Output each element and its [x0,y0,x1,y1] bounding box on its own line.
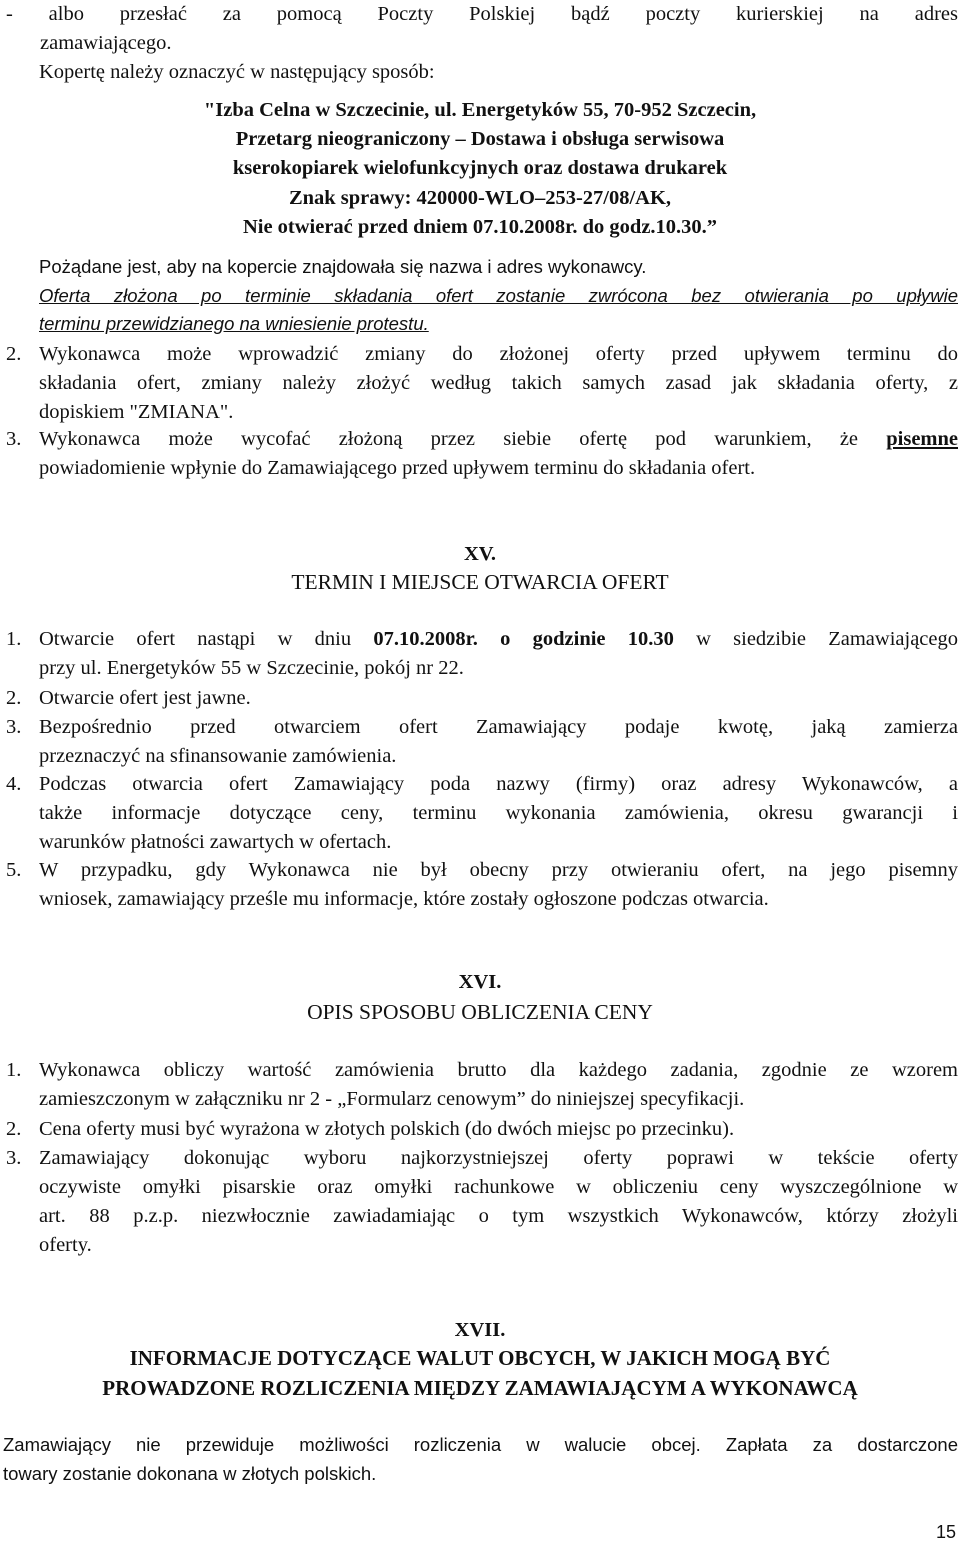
list-number: 3. [6,428,22,450]
item-line: powiadomienie wpłynie do Zamawiającego przed upływem terminu do składania ofert. [39,457,756,479]
envelope-line-1: "Izba Celna w Szczecinie, ul. Energetyków 55, 70-952 Szczecin, [203,99,757,121]
envelope-line-3: kserokopiarek wielofunkcyjnych oraz dostawa drukarek [232,157,728,180]
envelope-line-5: Nie otwierać przed dniem 07.10.2008r. do godz.10.30.” [242,215,718,238]
item-line [39,625,958,654]
item-line: warunków płatności zawartych w ofertach. [39,831,392,853]
item-line: wniosek, zamawiający prześle mu informacje, które zostały ogłoszone podczas otwarcia. [39,888,769,910]
paragraph-line: Zamawiający nie przewiduje możliwości rozliczenia w walucie obcej. Zapłata za dostarczone [3,1434,958,1455]
desired-note: Pożądane jest, aby na kopercie znajdowała się nazwa i adres wykonawcy. [39,256,647,277]
section-number: XV. [463,543,497,565]
item-line: oferty. [39,1234,92,1256]
list-number: 3. [6,1147,22,1169]
item-line: dopiskiem "ZMIANA". [39,401,234,423]
list-number: 5. [6,859,22,881]
item-line: także informacje dotyczące ceny, terminu wykonania zamówienia, okresu gwarancji i [39,802,958,824]
list-number: 3. [6,716,22,738]
dash-item [6,0,958,58]
item-text: w siedzibie Zamawiającego [673,628,958,650]
page-number: 15 [935,1522,956,1542]
list-item [0,425,960,485]
section-title: OPIS SPOSOBU OBLICZENIA CENY [307,1000,653,1024]
item-text: Wykonawca może wycofać złożoną przez siebie ofertę pod warunkiem, że [39,428,887,450]
currency-paragraph [3,1430,958,1488]
section-number: XVII. [454,1319,506,1341]
dash-line-2: zamawiającego. [40,32,172,54]
dash-line-1: - albo przesłać za pomocą Poczty Polskiej bądź poczty kurierskiej na adres [6,3,958,25]
envelope-label [0,96,960,242]
item-line: Podczas otwarcia ofert Zamawiający poda nazwy (firmy) oraz adresy Wykonawców, a [39,773,958,795]
item-line: Wykonawca obliczy wartość zamówienia brutto dla każdego zadania, zgodnie ze wzorem [39,1059,958,1081]
section-title: TERMIN I MIEJSCE OTWARCIA OFERT [291,570,669,594]
emphasis-date: 07.10.2008r. o godzinie 10.30 [373,628,674,650]
list-number: 2. [6,343,22,365]
envelope-intro: Kopertę należy oznaczyć w następujący sposób: [39,61,435,83]
section-title-line-1: INFORMACJE DOTYCZĄCE WALUT OBCYCH, W JAKICH MOGĄ BYĆ [129,1346,831,1370]
section-title-line-2: PROWADZONE ROZLICZENIA MIĘDZY ZAMAWIAJĄCYM A WYKONAWCĄ [102,1376,858,1400]
item-line [39,425,958,454]
item-line: składania ofert, zmiany należy złożyć według takich samych zasad jak składania oferty, z [39,372,958,394]
envelope-line-4: Znak sprawy: 420000-WLO–253-27/08/AK, [288,186,672,209]
item-line: przy ul. Energetyków 55 w Szczecinie, pokój nr 22. [39,657,464,679]
item-line: przeznaczyć na sfinansowanie zamówienia. [39,745,397,767]
item-line: zamieszczonym w załączniku nr 2 - „Formularz cenowym” do niniejszej specyfikacji. [39,1088,745,1110]
list-number: 2. [6,687,22,709]
section-number: XVI. [458,971,502,993]
item-line: oczywiste omyłki pisarskie oraz omyłki rachunkowe w obliczeniu ceny wyszczególnione w [39,1176,958,1198]
item-text: Otwarcie ofert nastąpi w dniu [39,628,374,650]
late-offer-line-2: terminu przewidzianego na wniesienie protestu. [39,313,429,334]
item-line: Otwarcie ofert jest jawne. [39,687,251,709]
item-line: W przypadku, gdy Wykonawca nie był obecny przy otwieraniu ofert, na jego pisemny [39,859,958,881]
list-item [0,340,960,430]
section-title [0,1343,960,1403]
envelope-line-2: Przetarg nieograniczony – Dostawa i obsługa serwisowa [235,128,725,151]
list-number: 4. [6,773,22,795]
late-offer-note [39,282,958,338]
list-number: 2. [6,1118,22,1140]
late-offer-line-1: Oferta złożona po terminie składania ofert zostanie zwrócona bez otwierania po upływie [39,285,958,306]
list-number: 1. [6,1059,22,1081]
emphasis-underlined: pisemne [886,428,958,450]
item-line: Bezpośrednio przed otwarciem ofert Zamawiający podaje kwotę, jaką zamierza [39,716,958,738]
item-line: Zamawiający dokonując wyboru najkorzystniejszej oferty poprawi w tekście oferty [39,1147,958,1169]
item-line: Cena oferty musi być wyrażona w złotych polskich (do dwóch miejsc po przecinku). [39,1118,735,1140]
item-line: art. 88 p.z.p. niezwłocznie zawiadamiając o tym wszystkich Wykonawców, którzy złożyli [39,1205,958,1227]
paragraph-line: towary zostanie dokonana w złotych polskich. [3,1463,377,1484]
list-number: 1. [6,628,22,650]
item-line: Wykonawca może wprowadzić zmiany do złożonej oferty przed upływem terminu do [39,343,958,365]
